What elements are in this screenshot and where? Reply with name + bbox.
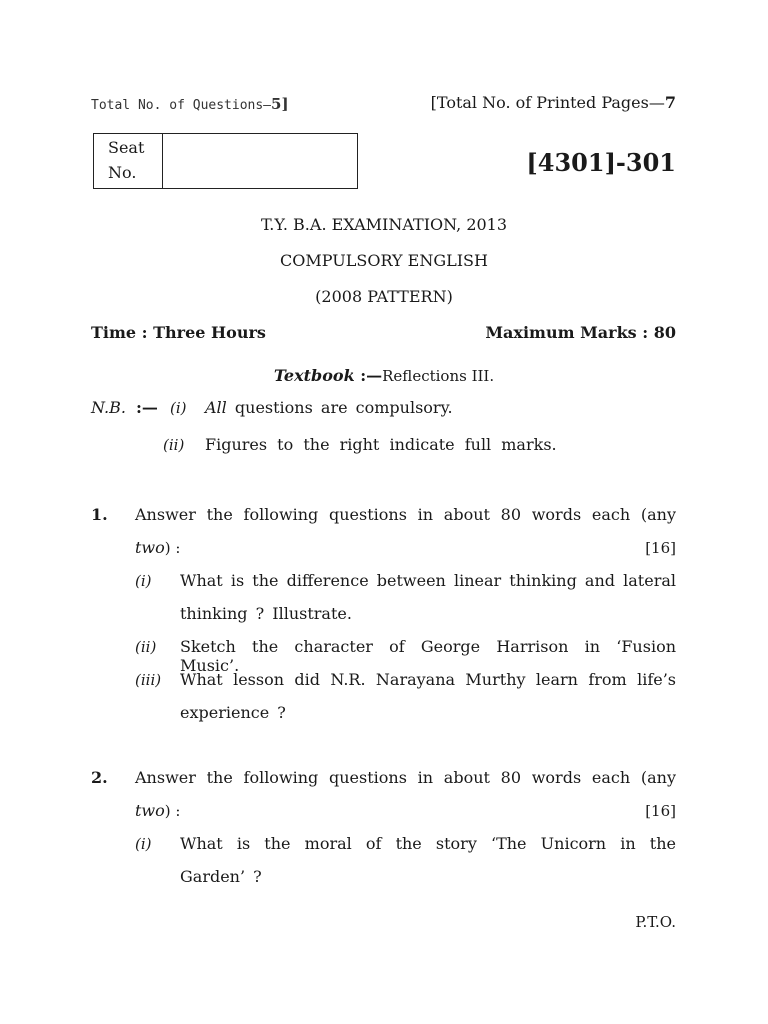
total-questions <box>91 95 289 113</box>
textbook-separator: :— <box>354 366 383 385</box>
nb-item-1-text: questions are compulsory. <box>234 398 453 417</box>
question-1-sub-2-number: (ii) <box>135 638 157 656</box>
time-label: Time : Three Hours <box>91 323 266 342</box>
exam-subject: COMPULSORY ENGLISH <box>280 251 488 270</box>
question-2-text-cont <box>135 801 180 820</box>
question-2-two: two <box>135 801 165 820</box>
total-pages <box>431 93 676 112</box>
total-questions-number: 5] <box>271 95 289 113</box>
question-2-colon: ) : <box>164 802 181 820</box>
exam-title: T.Y. B.A. EXAMINATION, 2013 <box>260 215 508 234</box>
nb-item-2-number: (ii) <box>163 436 185 454</box>
textbook-line <box>0 366 768 385</box>
question-1-colon: ) : <box>164 539 181 557</box>
question-1-sub-1-text: What is the difference between linear thinking and lateral <box>180 571 676 590</box>
question-1-sub-3-text-cont: experience ? <box>180 703 286 722</box>
nb-item-1-number: (i) <box>170 399 187 417</box>
nb-item-1 <box>205 398 453 417</box>
question-2-sub-1-number: (i) <box>135 835 152 853</box>
nb-item-1-emphasis: All <box>205 398 227 417</box>
total-questions-prefix: Total No. of Questions— <box>91 98 272 113</box>
question-1-number: 1. <box>91 505 108 524</box>
question-1-marks: [16] <box>645 539 676 557</box>
nb-item-2-text: Figures to the right indicate full marks. <box>205 435 557 454</box>
question-1-sub-1-text-cont: thinking ? Illustrate. <box>180 604 352 623</box>
question-2-number: 2. <box>91 768 108 787</box>
question-1-sub-1-number: (i) <box>135 572 152 590</box>
seat-number-table <box>93 133 358 189</box>
question-1-sub-3-text: What lesson did N.R. Narayana Murthy learn from life’s <box>180 670 676 689</box>
textbook-label: Textbook <box>273 366 355 385</box>
question-2-marks: [16] <box>645 802 676 820</box>
question-1-text: Answer the following questions in about 80 words each (any <box>135 505 676 524</box>
question-1-sub-2-text: Sketch the character of George Harrison in ‘Fusion Music’. <box>180 637 676 675</box>
seat-label-line1: Seat <box>108 138 145 157</box>
question-1-sub-3-number: (iii) <box>135 671 162 689</box>
seat-label-line2: No. <box>108 163 137 182</box>
maximum-marks: Maximum Marks : 80 <box>485 323 676 342</box>
total-pages-number: 7 <box>664 93 676 112</box>
seat-label-cell <box>94 134 163 188</box>
pto-label: P.T.O. <box>635 913 676 931</box>
question-2-text: Answer the following questions in about 80 words each (any <box>135 768 676 787</box>
question-1-text-cont <box>135 538 180 557</box>
question-1-two: two <box>135 538 165 557</box>
question-2-sub-1-text-cont: Garden’ ? <box>180 867 262 886</box>
seat-number-field[interactable] <box>163 134 357 188</box>
nb-separator: :— <box>136 398 158 417</box>
textbook-title: Reflections III. <box>382 367 495 385</box>
total-pages-prefix: [Total No. of Printed Pages— <box>430 93 665 112</box>
exam-pattern: (2008 PATTERN) <box>315 287 453 306</box>
nb-label: N.B. <box>91 398 126 417</box>
paper-code: [4301]-301 <box>526 148 676 177</box>
question-2-sub-1-text: What is the moral of the story ‘The Unicorn in the <box>180 834 676 853</box>
